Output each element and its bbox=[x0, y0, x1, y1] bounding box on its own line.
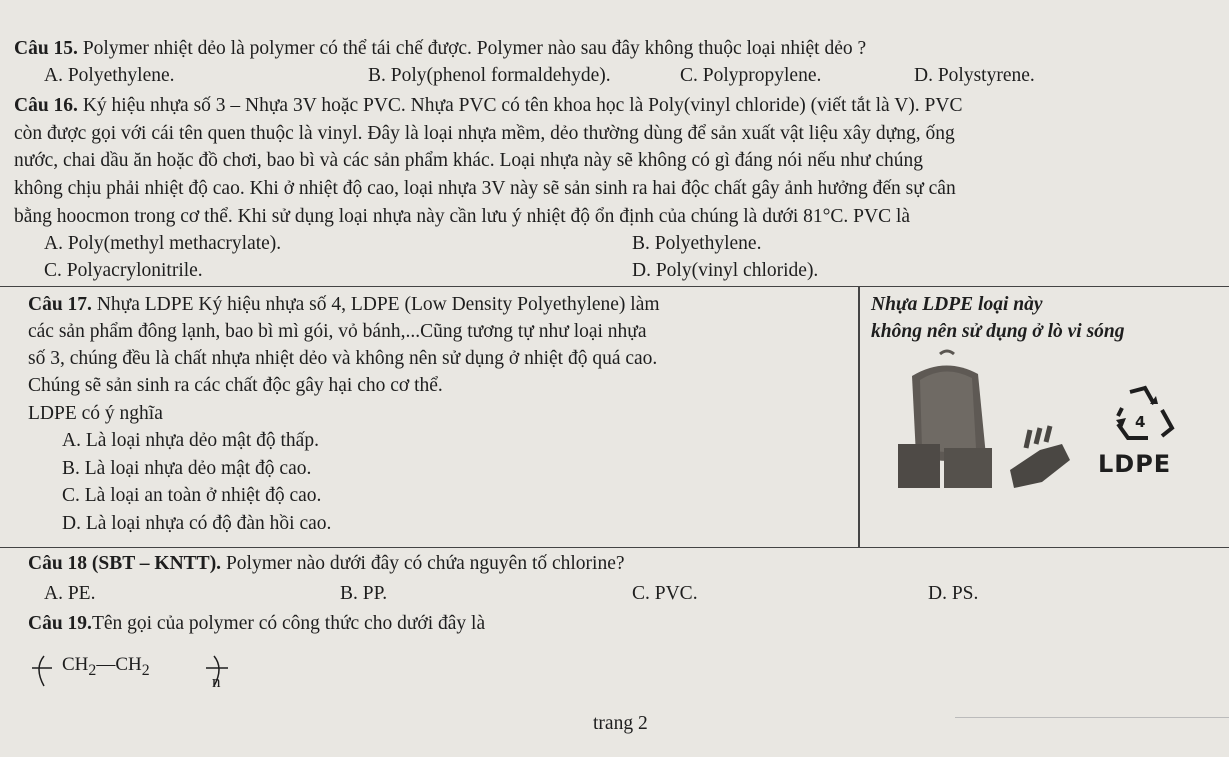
q17-text-1: Nhựa LDPE Ký hiệu nhựa số 4, LDPE (Low Density Polyethylene) làm bbox=[96, 294, 660, 315]
q18-option-c[interactable]: C. PVC. bbox=[632, 583, 698, 604]
q16-option-b[interactable]: B. Polyethylene. bbox=[632, 233, 762, 254]
q19-text: Tên gọi của polymer có công thức cho dưới đây là bbox=[91, 613, 486, 634]
q15-option-d[interactable]: D. Polystyrene. bbox=[914, 65, 1035, 86]
ldpe-caption-1: Nhựa LDPE loại này bbox=[871, 294, 1043, 315]
plastic-bag-illustration bbox=[890, 348, 1110, 498]
q18-stem bbox=[28, 552, 625, 576]
q17-line-5: LDPE có ý nghĩa bbox=[28, 403, 163, 424]
q18-option-d[interactable]: D. PS. bbox=[928, 583, 979, 604]
q18-option-b[interactable]: B. PP. bbox=[340, 583, 388, 604]
q17-divider bbox=[858, 286, 860, 548]
q17-line-4: Chúng sẽ sản sinh ra các chất độc gây hại cho cơ thể. bbox=[28, 375, 443, 396]
q15-option-a[interactable]: A. Polyethylene. bbox=[44, 65, 175, 86]
q16-option-a[interactable]: A. Poly(methyl methacrylate). bbox=[44, 233, 282, 254]
q17-option-d[interactable]: D. Là loại nhựa có độ đàn hồi cao. bbox=[62, 513, 332, 534]
q16-line-4: không chịu phải nhiệt độ cao. Khi ở nhiệt độ cao, loại nhựa 3V này sẽ sản sinh ra hai độc chất gây ảnh hưởng đến sự cân bbox=[14, 178, 956, 199]
q16-line-3: nước, chai dầu ăn hoặc đồ chơi, bao bì và các sản phẩm khác. Loại nhựa này sẽ không có gì đáng nói nếu như chúng bbox=[14, 150, 923, 171]
q17-option-a[interactable]: A. Là loại nhựa dẻo mật độ thấp. bbox=[62, 430, 319, 451]
q17-number: Câu 17. bbox=[28, 294, 92, 315]
q15-stem bbox=[14, 37, 866, 61]
formula-n: n bbox=[212, 672, 221, 691]
formula-ch-left: CH bbox=[62, 654, 89, 675]
recycle-label: LDPE bbox=[1098, 450, 1172, 478]
formula-ch-right: CH bbox=[115, 654, 142, 675]
q17-option-c[interactable]: C. Là loại an toàn ở nhiệt độ cao. bbox=[62, 485, 322, 506]
q16-text-1: Ký hiệu nhựa số 3 – Nhựa 3V hoặc PVC. Nhựa PVC có tên khoa học là Poly(vinyl chloride) (viết tắt là V). PVC bbox=[82, 95, 963, 116]
q16-option-d[interactable]: D. Poly(vinyl chloride). bbox=[632, 260, 819, 281]
q17-line-1 bbox=[28, 293, 660, 317]
q16-line-5: bằng hoocmon trong cơ thể. Khi sử dụng loại nhựa này cần lưu ý nhiệt độ ổn định của chúng là dưới 81°C. PVC là bbox=[14, 206, 911, 227]
formula-bond: — bbox=[96, 654, 116, 675]
formula-text bbox=[62, 654, 150, 680]
ldpe-caption-2: không nên sử dụng ở lò vi sóng bbox=[871, 321, 1125, 342]
q17-line-3: số 3, chúng đều là chất nhựa nhiệt dẻo và không nên sử dụng ở nhiệt độ quá cao. bbox=[28, 348, 658, 369]
page-number: trang 2 bbox=[593, 713, 648, 734]
q16-option-c[interactable]: C. Polyacrylonitrile. bbox=[44, 260, 203, 281]
q16-number: Câu 16. bbox=[14, 95, 78, 116]
q16-line-1 bbox=[14, 94, 962, 118]
q19-number: Câu 19. bbox=[28, 613, 92, 634]
recycle-number: 4 bbox=[1135, 413, 1146, 431]
formula-sub-2: 2 bbox=[141, 661, 150, 679]
q19-stem bbox=[28, 612, 485, 636]
q18-number: Câu 18 (SBT – KNTT). bbox=[28, 553, 222, 574]
footer-rule bbox=[955, 717, 1229, 718]
q15-number: Câu 15. bbox=[14, 38, 78, 59]
q15-text: Polymer nhiệt dẻo là polymer có thể tái chế được. Polymer nào sau đây không thuộc loại nhiệt dẻo ? bbox=[82, 38, 867, 59]
q15-option-c[interactable]: C. Polypropylene. bbox=[680, 65, 822, 86]
q18-option-a[interactable]: A. PE. bbox=[44, 583, 96, 604]
q16-line-2: còn được gọi với cái tên quen thuộc là vinyl. Đây là loại nhựa mềm, dẻo thường dùng để sản xuất vật liệu xây dựng, ống bbox=[14, 123, 955, 144]
q17-line-2: các sản phẩm đông lạnh, bao bì mì gói, vỏ bánh,...Cũng tương tự như loại nhựa bbox=[28, 321, 647, 342]
q18-text: Polymer nào dưới đây có chứa nguyên tố chlorine? bbox=[225, 553, 625, 574]
q15-option-b[interactable]: B. Poly(phenol formaldehyde). bbox=[368, 65, 611, 86]
formula-sub-1: 2 bbox=[88, 661, 97, 679]
q17-option-b[interactable]: B. Là loại nhựa dẻo mật độ cao. bbox=[62, 458, 312, 479]
